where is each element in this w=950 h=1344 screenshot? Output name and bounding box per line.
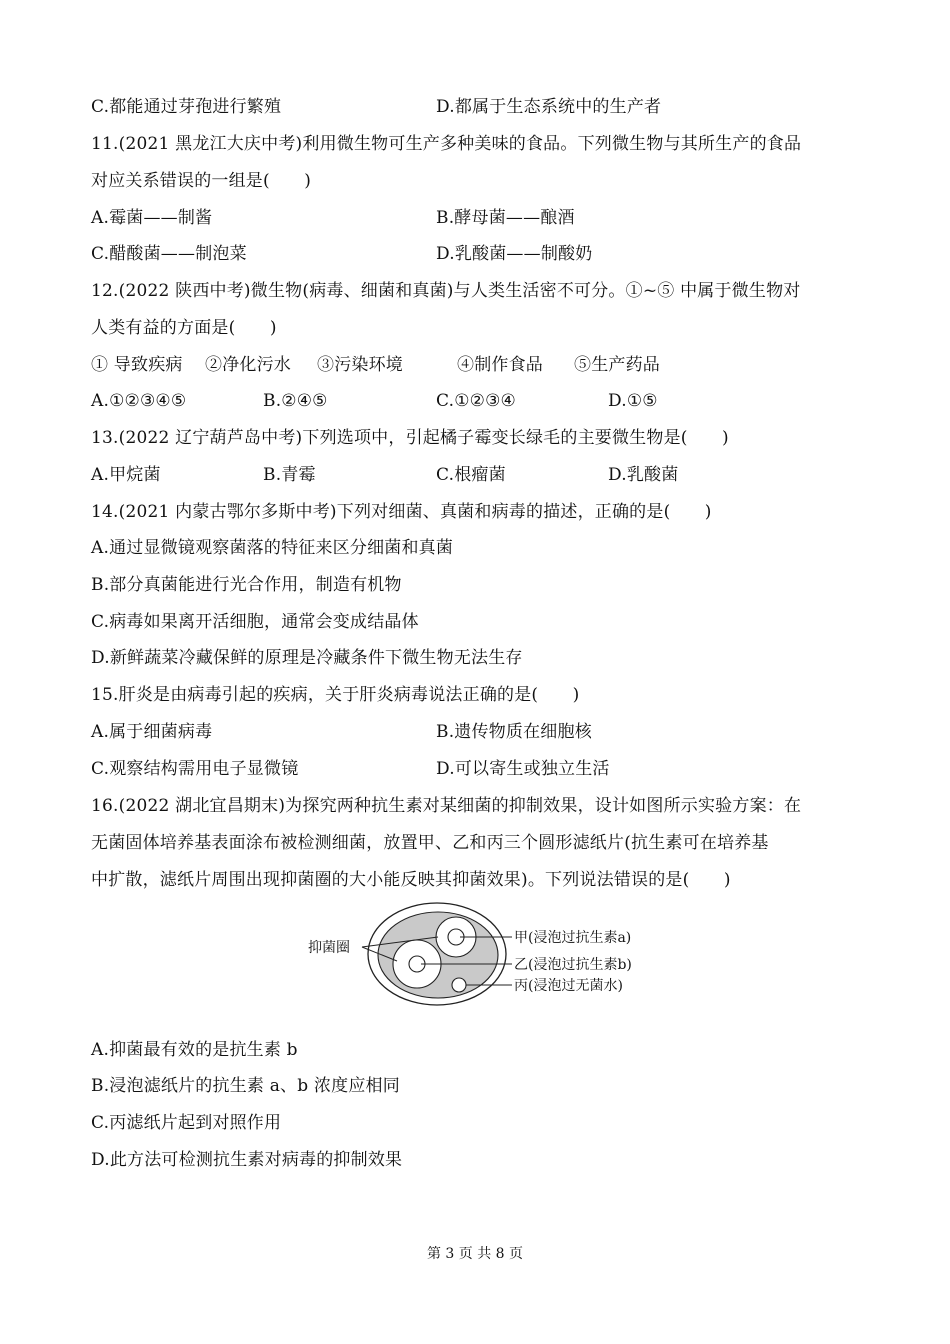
q16-option-d: D.此方法可检测抗生素对病毒的抑制效果 xyxy=(91,1150,403,1170)
q15-option-d: D.可以寄生或独立生活 xyxy=(436,759,610,779)
label-yi: 乙(浸泡过抗生素b) xyxy=(514,957,632,973)
q12-item-3: ③污染环境 xyxy=(317,355,403,375)
q16-option-a: A.抑菌最有效的是抗生素 b xyxy=(91,1040,298,1060)
q13-option-c: C.根瘤菌 xyxy=(436,465,506,485)
q10-option-d: D.都属于生态系统中的生产者 xyxy=(436,97,662,117)
q12-option-c: C.①②③④ xyxy=(436,391,516,411)
q11-option-a: A.霉菌——制酱 xyxy=(91,208,213,228)
q16-stem-line2: 无菌固体培养基表面涂布被检测细菌，放置甲、乙和丙三个圆形滤纸片(抗生素可在培养基 xyxy=(91,833,769,853)
q11-stem-line1: 11.(2021 黑龙江大庆中考)利用微生物可生产多种美味的食品。下列微生物与其所生产的食品 xyxy=(91,134,802,154)
q14-option-a: A.通过显微镜观察菌落的特征来区分细菌和真菌 xyxy=(91,538,454,558)
q15-option-c: C.观察结构需用电子显微镜 xyxy=(91,759,299,779)
q14-option-d: D.新鲜蔬菜冷藏保鲜的原理是冷藏条件下微生物无法生存 xyxy=(91,648,523,668)
q13-option-b: B.青霉 xyxy=(263,465,316,485)
q12-stem-line1: 12.(2022 陕西中考)微生物(病毒、细菌和真菌)与人类生活密不可分。①~⑤ 中属于微生物对 xyxy=(91,281,801,301)
q15-option-a: A.属于细菌病毒 xyxy=(91,722,213,742)
q12-stem-line2: 人类有益的方面是( ) xyxy=(91,318,277,338)
q12-item-4: ④制作食品 xyxy=(457,355,543,375)
q16-option-b: B.浸泡滤纸片的抗生素 a、b 浓度应相同 xyxy=(91,1076,400,1096)
filter-disc-bing xyxy=(452,978,466,992)
q11-option-b: B.酵母菌——酿酒 xyxy=(436,208,575,228)
petri-dish-figure xyxy=(300,897,660,1012)
q15-option-b: B.遗传物质在细胞核 xyxy=(436,722,592,742)
q10-option-c: C.都能通过芽孢进行繁殖 xyxy=(91,97,282,117)
q14-option-b: B.部分真菌能进行光合作用，制造有机物 xyxy=(91,575,402,595)
page-number-footer: 第 3 页 共 8 页 xyxy=(426,1246,524,1262)
q12-item-2: ②净化污水 xyxy=(205,355,291,375)
q14-option-c: C.病毒如果离开活细胞，通常会变成结晶体 xyxy=(91,612,419,632)
q16-option-c: C.丙滤纸片起到对照作用 xyxy=(91,1113,282,1133)
q11-option-d: D.乳酸菌——制酸奶 xyxy=(436,244,593,264)
q12-option-a: A.①②③④⑤ xyxy=(91,391,187,411)
q15-stem: 15.肝炎是由病毒引起的疾病，关于肝炎病毒说法正确的是( ) xyxy=(91,685,580,705)
q12-item-1: ① 导致疾病 xyxy=(91,355,183,375)
label-inhibition-zone: 抑菌圈 xyxy=(308,940,350,956)
q13-stem: 13.(2022 辽宁葫芦岛中考)下列选项中，引起橘子霉变长绿毛的主要微生物是( ) xyxy=(91,428,729,448)
q12-option-d: D.①⑤ xyxy=(608,391,658,411)
q13-option-a: A.甲烷菌 xyxy=(91,465,161,485)
q14-stem: 14.(2021 内蒙古鄂尔多斯中考)下列对细菌、真菌和病毒的描述，正确的是( ) xyxy=(91,502,712,522)
label-bing: 丙(浸泡过无菌水) xyxy=(514,978,623,994)
q12-option-b: B.②④⑤ xyxy=(263,391,328,411)
q16-stem-line3: 中扩散，滤纸片周围出现抑菌圈的大小能反映其抑菌效果)。下列说法错误的是( ) xyxy=(91,870,731,890)
q12-item-5: ⑤生产药品 xyxy=(574,355,660,375)
q13-option-d: D.乳酸菌 xyxy=(608,465,679,485)
label-jia: 甲(浸泡过抗生素a) xyxy=(514,930,632,946)
q16-stem-line1: 16.(2022 湖北宜昌期末)为探究两种抗生素对某细菌的抑制效果，设计如图所示实验方案：在 xyxy=(91,796,802,816)
q11-option-c: C.醋酸菌——制泡菜 xyxy=(91,244,247,264)
q11-stem-line2: 对应关系错误的一组是( ) xyxy=(91,171,312,191)
